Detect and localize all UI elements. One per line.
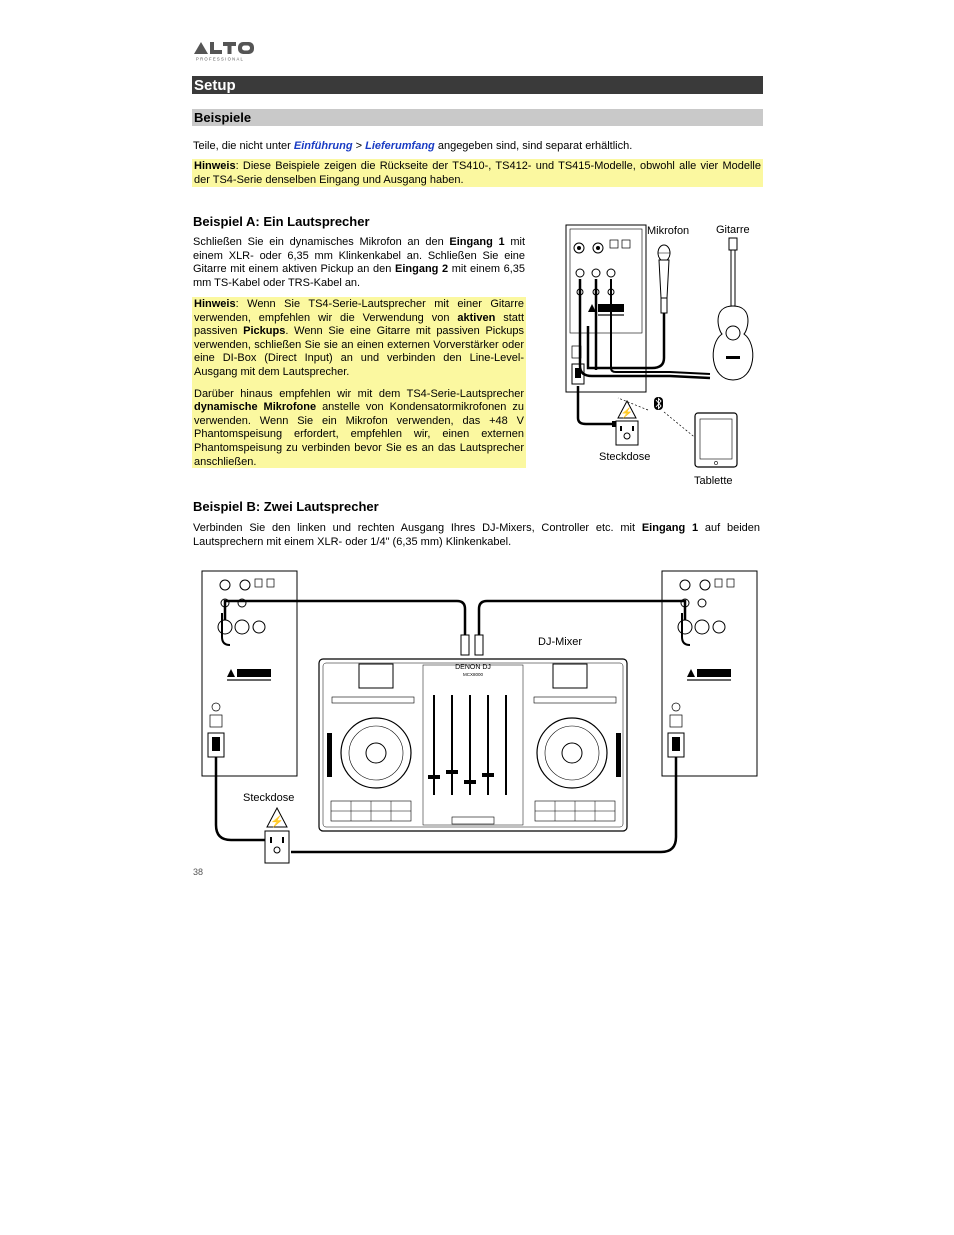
label-dj-mixer: DJ-Mixer — [538, 636, 582, 648]
link-einfuehrung[interactable]: Einführung — [293, 140, 353, 152]
microphone-icon — [658, 245, 670, 313]
svg-text:⚡: ⚡ — [620, 408, 634, 419]
tablet-icon — [695, 413, 737, 467]
label-outlet-a: Steckdose — [599, 451, 651, 463]
example-a-note: Hinweis: Wenn Sie TS4-Serie-Lautsprecher mit einer Gitarre verwenden, empfehlen wir die Verwendung von aktiven statt passiven Pickups. Wenn Sie eine Gitarre mit passiven Pickups verwenden, schließen Sie sie an einen externen Vorverstärker oder eine DI-Box (Direct Input) an und verbinden den Line-Level-Ausgang mit dem Lautsprecher. Darüber hinaus empfehlen wir mit dem TS4-Serie-Lautsprecher dynamische Mikrofone anstelle von Kondensatormikrofonen zu verwenden. Wenn Sie ein Mikrofon verwenden, das +48 V Phantomspeisung erfordert, empfehlen wir, einen externen Phantomspeisung zu verbinden bevor Sie es an das Lautsprecher anschließen. — [194, 298, 525, 468]
example-a-paragraph: Schließen Sie ein dynamisches Mikrofon an den Eingang 1 mit einem XLR- oder 6,35 mm Klinkenkabel an. Schließen Sie eine Gitarre mit einem aktiven Pickup an den Eingang 2 mit einem 6,35 mm TS-Kabel oder TRS-Kabel an. — [193, 236, 526, 289]
diagram-one-speaker — [560, 218, 770, 493]
diagram-two-speakers — [195, 565, 765, 870]
mixer-brand: DENON DJ — [455, 664, 491, 671]
svg-text:⚡: ⚡ — [270, 816, 284, 828]
example-b-title: Beispiel B: Zwei Lautsprecher — [193, 499, 379, 514]
section-title: Setup — [192, 76, 763, 94]
label-tablet: Tablette — [694, 475, 733, 487]
example-b-paragraph: Verbinden Sie den linken und rechten Ausgang Ihres DJ-Mixers, Controller etc. mit Eingang 1 auf beiden Lautsprechern mit einem XLR- oder 1/4" (6,35 mm) Klinkenkabel. — [193, 522, 761, 548]
bluetooth-icon — [654, 397, 663, 410]
example-a-title: Beispiel A: Ein Lautsprecher — [193, 214, 370, 229]
logo-sub: PROFESSIONAL — [196, 56, 245, 62]
label-outlet-b: Steckdose — [243, 792, 295, 804]
note-models: Hinweis: Diese Beispiele zeigen die Rückseite der TS410-, TS412- und TS415-Modelle, obwohl alle vier Modelle der TS4-Serie denselben Eingang und Ausgang haben. — [194, 160, 761, 186]
power-outlet-icon — [265, 808, 289, 863]
mixer-model: MCX8000 — [462, 672, 484, 677]
power-outlet-icon — [616, 401, 638, 445]
page-number: 38 — [193, 867, 204, 877]
alto-logo — [192, 40, 260, 62]
subsection-title: Beispiele — [192, 109, 763, 126]
label-guitar: Gitarre — [716, 224, 750, 236]
label-microphone: Mikrofon — [647, 225, 690, 237]
alto-logo-mark — [192, 40, 260, 62]
link-lieferumfang[interactable]: Lieferumfang — [365, 140, 435, 152]
dj-controller — [319, 659, 627, 831]
guitar-icon — [713, 238, 753, 380]
intro-paragraph: Teile, die nicht unter Einführung > Lieferumfang angegeben sind, sind separat erhältlich. — [193, 140, 633, 152]
